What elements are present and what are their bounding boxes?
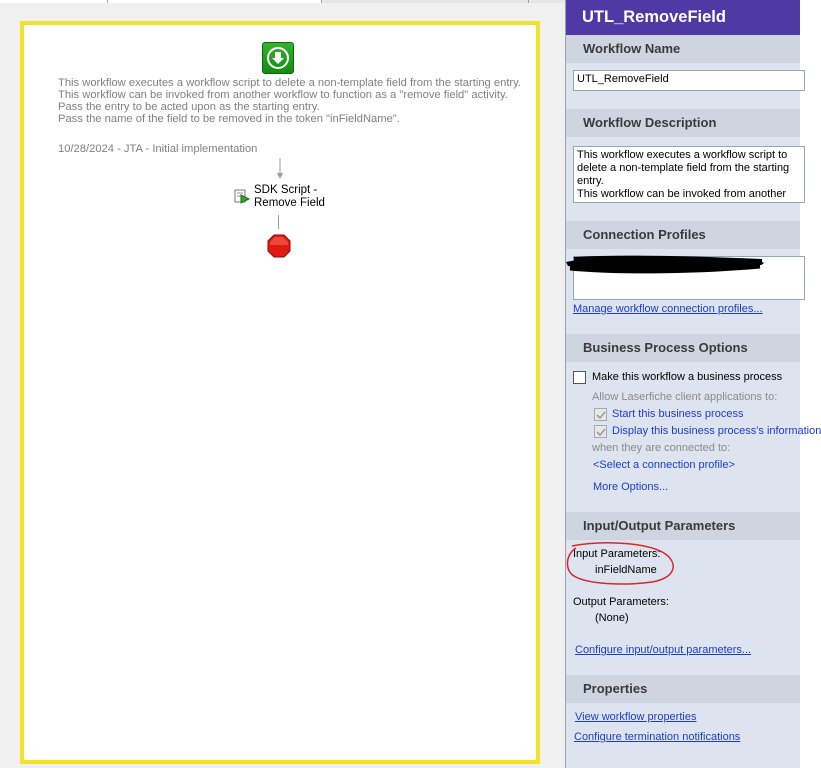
workflow-name-input[interactable]: UTL_RemoveField <box>573 70 805 91</box>
business-process-checkbox[interactable] <box>573 371 586 384</box>
more-options-link[interactable]: More Options... <box>593 481 669 493</box>
manage-connection-profiles-link[interactable]: Manage workflow connection profiles... <box>573 303 763 315</box>
flow-arrow-icon <box>277 158 283 180</box>
checkmark-icon <box>596 427 606 437</box>
output-parameter-value: (None) <box>595 612 629 624</box>
history-note: 10/28/2024 - JTA - Initial implementation <box>58 143 258 155</box>
tab-strip <box>0 0 565 3</box>
configure-termination-notifications-link[interactable]: Configure termination notifications <box>574 731 741 743</box>
select-connection-profile-link[interactable]: <Select a connection profile> <box>593 459 735 471</box>
sdk-script-icon[interactable] <box>234 188 250 204</box>
section-header-business-process: Business Process Options <box>566 334 800 362</box>
section-header-workflow-description: Workflow Description <box>566 109 800 137</box>
start-process-label: Start this business process <box>612 408 744 420</box>
properties-title: UTL_RemoveField <box>566 0 800 35</box>
tab-separator <box>107 0 108 3</box>
sdk-script-activity-label[interactable] <box>254 184 325 210</box>
business-process-checkbox-label: Make this workflow a business process <box>592 371 783 383</box>
configure-io-parameters-link[interactable]: Configure input/output parameters... <box>575 644 752 656</box>
stop-icon[interactable] <box>267 234 291 258</box>
connected-to-label: when they are connected to: <box>592 442 731 454</box>
redaction-scribble <box>564 252 769 278</box>
section-header-io-parameters: Input/Output Parameters <box>566 512 800 540</box>
activity-label-line: SDK Script - <box>254 184 318 196</box>
workflow-canvas[interactable] <box>20 21 540 764</box>
start-activity-icon[interactable] <box>262 42 294 74</box>
activity-label-line: Remove Field <box>254 197 325 209</box>
annotation-line: This workflow can be invoked from another workflow to function as a "remove field" activity. <box>58 89 508 101</box>
section-header-properties: Properties <box>566 675 800 703</box>
section-header-workflow-name: Workflow Name <box>566 35 800 63</box>
tab-separator <box>528 0 529 3</box>
workflow-description-textarea[interactable] <box>573 146 805 203</box>
annotation-line: This workflow executes a workflow script to delete a non-template field from the starting entry. <box>58 77 522 89</box>
tab-active[interactable] <box>0 0 322 3</box>
allow-clients-label: Allow Laserfiche client applications to: <box>592 391 778 403</box>
output-parameters-label: Output Parameters: <box>573 596 669 608</box>
flow-connector <box>278 215 279 229</box>
description-text: This workflow executes a workflow script to delete a non-template field from the starting entry. This workflow can be invoked from another <box>577 149 790 200</box>
start-process-checkbox[interactable] <box>594 408 607 421</box>
highlight-circle <box>562 540 680 588</box>
view-workflow-properties-link[interactable]: View workflow properties <box>575 711 697 723</box>
annotation-line: Pass the entry to be acted upon as the starting entry. <box>58 101 320 113</box>
display-process-checkbox[interactable] <box>594 425 607 438</box>
input-parameter-value: inFieldName <box>595 564 657 576</box>
checkmark-icon <box>596 410 606 420</box>
input-parameters-label: Input Parameters: <box>573 548 661 560</box>
down-arrow-icon <box>266 46 290 70</box>
annotation-line: Pass the name of the field to be removed in the token "inFieldName". <box>58 113 400 125</box>
section-header-connection-profiles: Connection Profiles <box>566 221 800 249</box>
properties-pane <box>566 0 821 768</box>
display-process-label: Display this business process's information <box>612 425 821 437</box>
workflow-annotation <box>58 77 528 125</box>
